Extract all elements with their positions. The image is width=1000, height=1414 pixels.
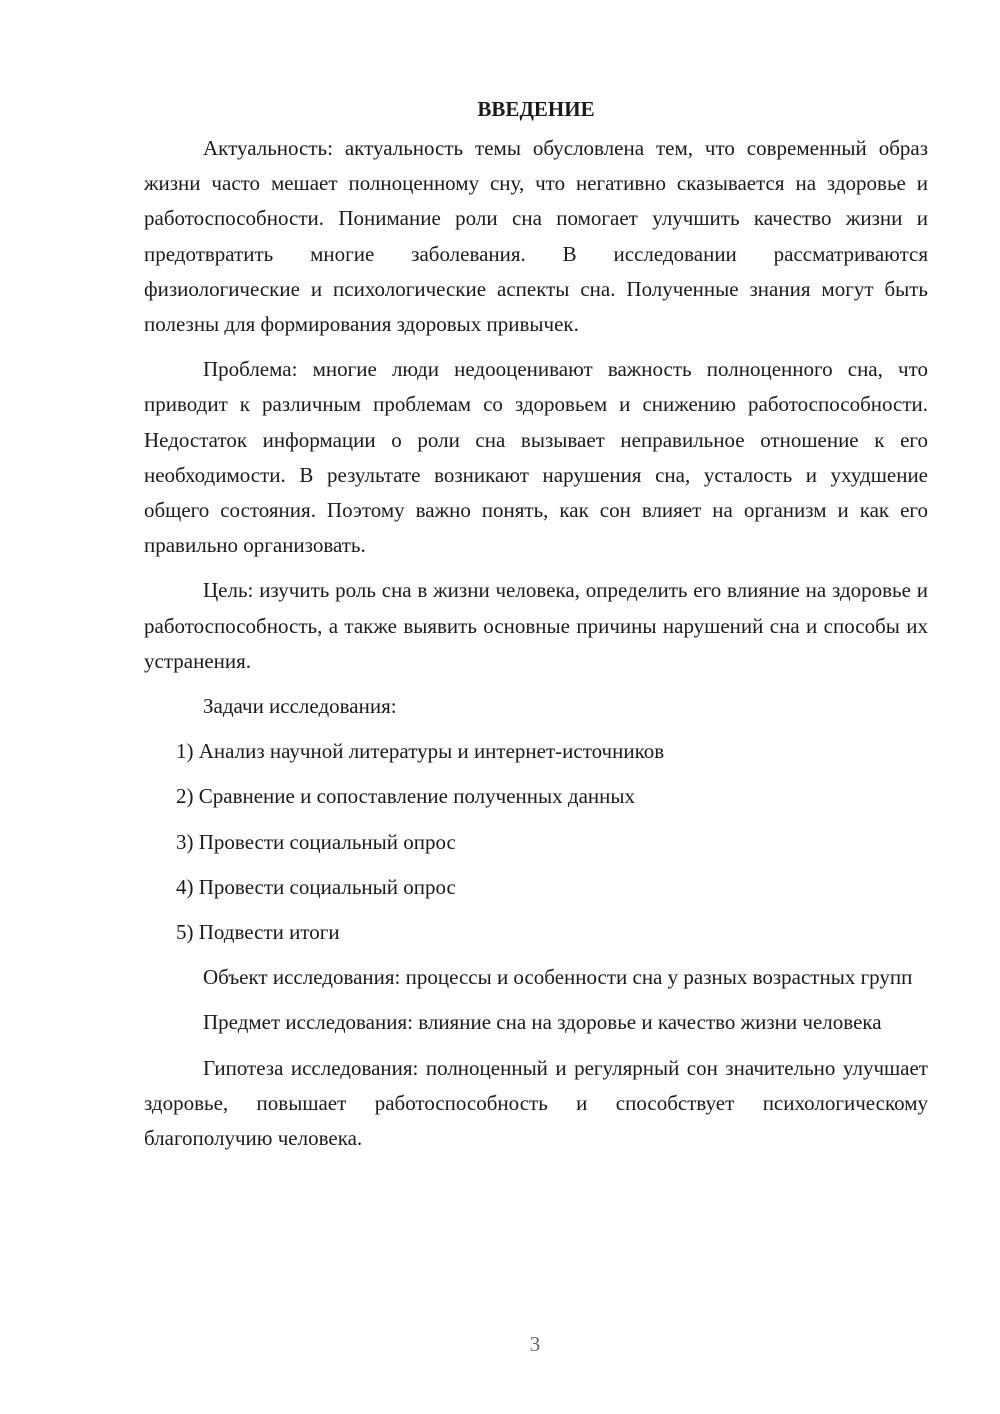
tasks-list (144, 734, 928, 950)
list-item: 5) Подвести итоги (176, 920, 340, 945)
tasks-heading: Задачи исследования: (203, 694, 397, 719)
document-page (144, 92, 928, 1166)
page-number: 3 (529, 1332, 541, 1356)
list-item: 3) Провести социальный опрос (176, 829, 456, 854)
paragraph-object: Объект исследования: процессы и особенности сна у разных возрастных групп (203, 965, 913, 990)
page-title: ВВЕДЕНИЕ (477, 97, 595, 121)
list-item: 2) Сравнение и сопоставление полученных данных (176, 784, 635, 809)
paragraph-relevance: Актуальность: актуальность темы обусловлена тем, что современный образ жизни часто мешает полноценному сну, что негативно сказывается на здоровье и работоспособности. Понимание роли сна помогает улучшить качество жизни и предотвратить многие заболевания. В исследовании рассматриваются физиологические и психологические аспекты сна. Полученные знания могут быть полезны для формирования здоровых привычек. (144, 136, 928, 337)
paragraph-subject: Предмет исследования: влияние сна на здоровье и качество жизни человека (203, 1010, 882, 1035)
paragraph-problem: Проблема: многие люди недооценивают важность полноценного сна, что приводит к различным проблемам со здоровьем и снижению работоспособности. Недостаток информации о роли сна вызывает неправильное отношение к его необходимости. В результате возникают нарушения сна, усталость и ухудшение общего состояния. Поэтому важно понять, как сон влияет на организм и как его правильно организовать. (144, 357, 928, 558)
paragraph-goal: Цель: изучить роль сна в жизни человека, определить его влияние на здоровье и работоспособность, а также выявить основные причины нарушений сна и способы их устранения. (144, 578, 928, 673)
list-item: 4) Провести социальный опрос (176, 874, 456, 899)
list-item: 1) Анализ научной литературы и интернет-источников (176, 739, 665, 764)
paragraph-hypothesis: Гипотеза исследования: полноценный и регулярный сон значительно улучшает здоровье, повышает работоспособность и способствует психологическому благополучию человека. (144, 1055, 928, 1151)
